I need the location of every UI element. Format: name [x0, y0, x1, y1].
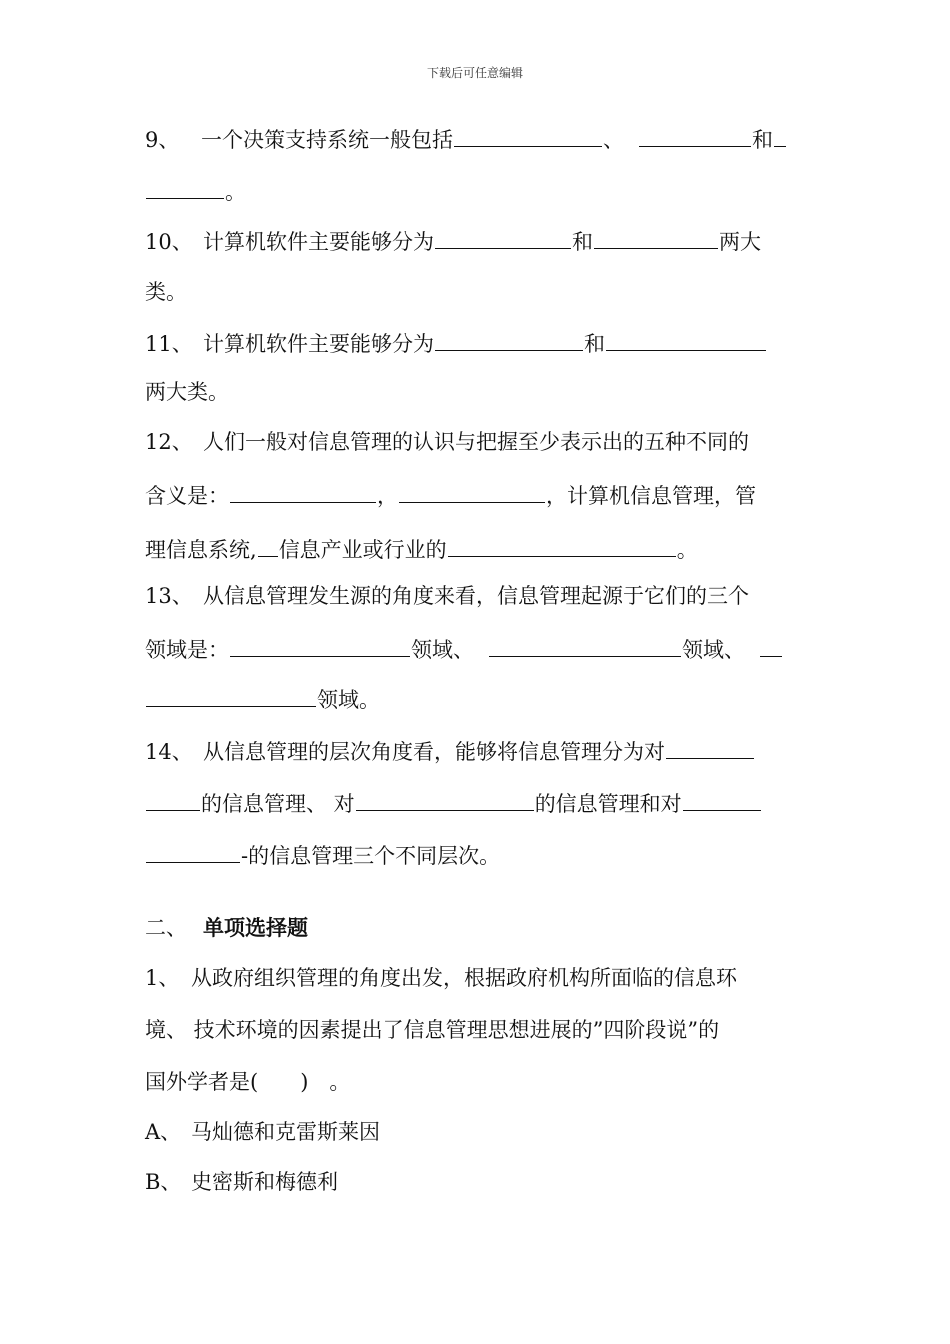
separator: ， — [377, 484, 398, 508]
option-label: B、 — [145, 1170, 182, 1194]
question-10-line-2 — [145, 278, 805, 306]
option-text: 马灿德和克雷斯莱因 — [191, 1120, 380, 1144]
answer-blank[interactable] — [146, 176, 224, 199]
question-number: 1、 — [145, 966, 180, 990]
answer-blank[interactable] — [146, 788, 200, 811]
end-mark: 。 — [225, 180, 246, 204]
answer-blank[interactable] — [489, 634, 681, 657]
answer-blank[interactable] — [666, 736, 754, 759]
question-12-line-1 — [145, 428, 805, 456]
question-number: 13、 — [145, 584, 193, 608]
option-label: A、 — [145, 1120, 182, 1144]
question-14-line-1 — [145, 736, 805, 766]
question-text: ，计算机信息管理，管 — [546, 484, 756, 508]
separator: 、 — [603, 128, 624, 152]
answer-blank[interactable] — [435, 328, 583, 351]
question-number: 14、 — [145, 740, 193, 764]
section-number: 二、 — [145, 916, 187, 940]
answer-blank[interactable] — [356, 788, 534, 811]
page-header: 下载后可任意编辑 — [426, 66, 523, 80]
question-text: 从信息管理发生源的角度来看，信息管理起源于它们的三个 — [203, 584, 749, 608]
question-text: -的信息管理三个不同层次。 — [241, 844, 501, 868]
question-text: 理信息系统, — [145, 538, 257, 562]
question-text: 的信息管理和对 — [534, 792, 682, 816]
question-9-line-1 — [145, 124, 805, 154]
section-2-heading — [145, 914, 805, 942]
mc-question-1-line-1 — [145, 964, 805, 992]
question-13-line-1 — [145, 582, 805, 610]
answer-blank[interactable] — [448, 534, 676, 557]
answer-blank[interactable] — [146, 684, 316, 707]
question-9-line-2 — [145, 176, 805, 206]
answer-blank[interactable] — [774, 124, 786, 147]
answer-blank[interactable] — [258, 534, 278, 557]
question-14-line-2 — [145, 788, 805, 818]
question-11-line-1 — [145, 328, 805, 358]
question-text: 领域、 — [411, 638, 474, 662]
answer-blank[interactable] — [399, 480, 545, 503]
mc-option-a[interactable] — [145, 1118, 805, 1146]
answer-blank[interactable] — [760, 634, 782, 657]
question-text: 计算机软件主要能够分为 — [203, 230, 434, 254]
answer-blank[interactable] — [230, 634, 410, 657]
answer-blank[interactable] — [594, 226, 718, 249]
question-text: 从信息管理的层次角度看，能够将信息管理分为对 — [203, 740, 665, 764]
question-text: 的信息管理、 对 — [201, 792, 355, 816]
question-13-line-3 — [145, 684, 805, 714]
question-text: 信息产业或行业的 — [278, 538, 447, 562]
answer-blank[interactable] — [606, 328, 766, 351]
question-text: 两大 — [719, 230, 761, 254]
question-text: 领域。 — [317, 688, 380, 712]
question-number: 9、 — [145, 128, 180, 152]
answer-blank[interactable] — [639, 124, 751, 147]
question-text: 领域是： — [145, 638, 229, 662]
answer-blank[interactable] — [230, 480, 376, 503]
question-text: 从政府组织管理的角度出发，根据政府机构所面临的信息环 — [191, 966, 737, 990]
question-12-line-2 — [145, 480, 805, 510]
question-text: 一个决策支持系统一般包括 — [201, 128, 453, 152]
question-text: 境、 技术环境的因素提出了信息管理思想进展的”四阶段说”的 — [145, 1018, 720, 1042]
mc-option-b[interactable] — [145, 1168, 805, 1196]
question-text: 人们一般对信息管理的认识与把握至少表示出的五种不同的 — [203, 430, 749, 454]
mc-question-1-line-3 — [145, 1068, 805, 1096]
question-text: 计算机软件主要能够分为 — [203, 332, 434, 356]
section-title: 单项选择题 — [203, 915, 308, 940]
question-text: 两大类。 — [145, 380, 229, 404]
question-13-line-2 — [145, 634, 805, 664]
question-11-line-2 — [145, 378, 805, 406]
question-number: 12、 — [145, 430, 193, 454]
question-number: 10、 — [145, 230, 193, 254]
question-text: 国外学者是( ) 。 — [145, 1070, 351, 1094]
question-10-line-1 — [145, 226, 805, 256]
option-text: 史密斯和梅德利 — [191, 1170, 338, 1194]
conjunction: 和 — [572, 230, 593, 254]
mc-question-1-line-2 — [145, 1016, 805, 1044]
answer-blank[interactable] — [146, 840, 240, 863]
question-text: 含义是： — [145, 484, 229, 508]
question-text: 类。 — [145, 280, 187, 304]
conjunction: 和 — [752, 128, 773, 152]
question-text: 领域、 — [682, 638, 745, 662]
question-12-line-3 — [145, 534, 805, 564]
answer-blank[interactable] — [435, 226, 571, 249]
answer-blank[interactable] — [454, 124, 602, 147]
end-mark: 。 — [676, 538, 698, 562]
conjunction: 和 — [584, 332, 605, 356]
question-14-line-3 — [145, 840, 805, 870]
answer-blank[interactable] — [683, 788, 761, 811]
question-number: 11、 — [145, 332, 193, 356]
